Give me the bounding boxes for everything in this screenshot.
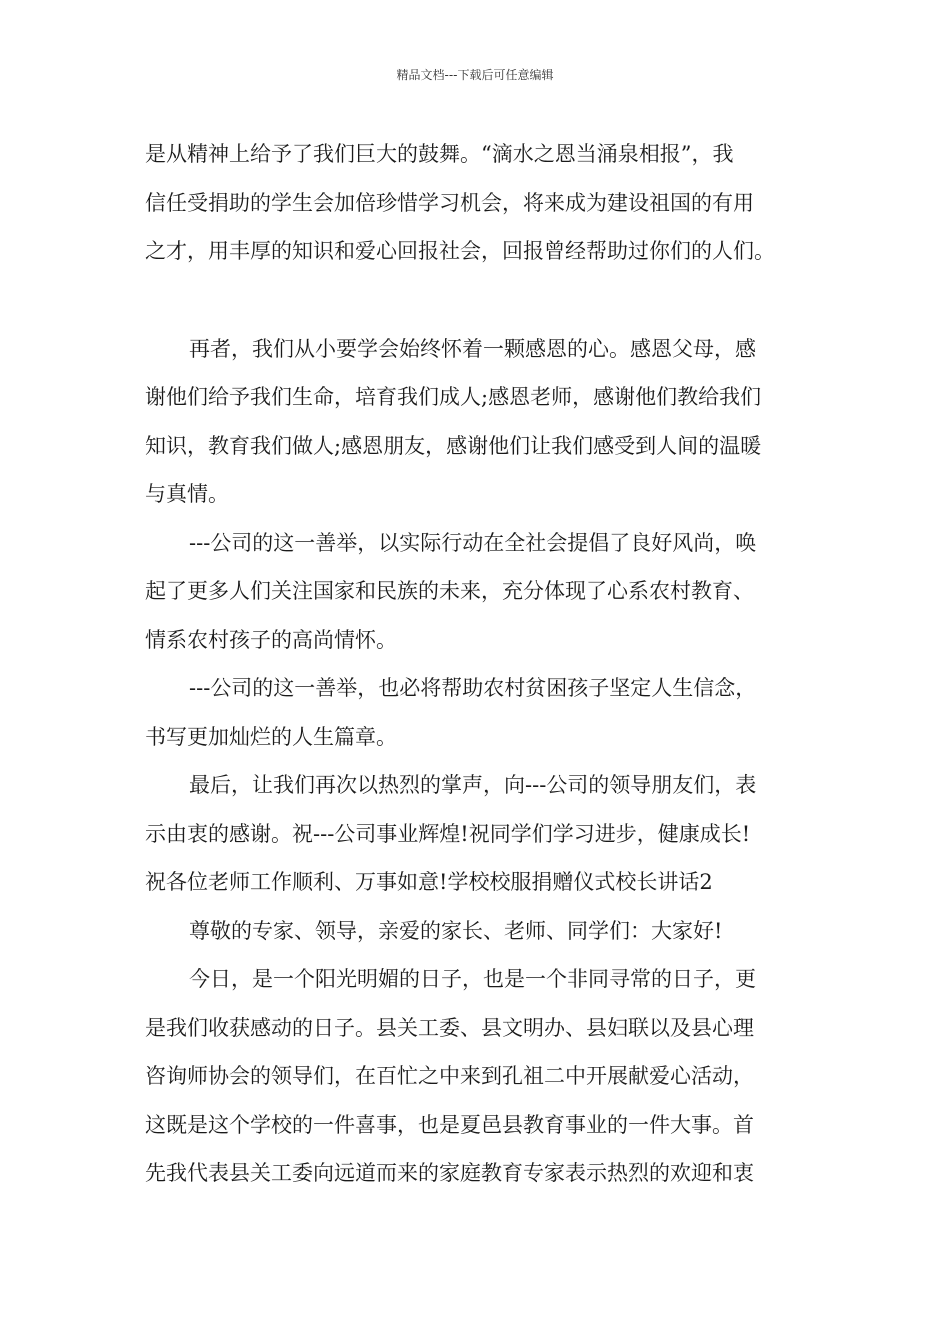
text-line: 知识，教育我们做人;感恩朋友，感谢他们让我们感受到人间的温暖	[145, 433, 762, 458]
text-line: 书写更加灿烂的人生篇章。	[145, 724, 397, 749]
document-body	[145, 130, 810, 1198]
text-line: 与真情。	[145, 482, 229, 506]
text-line: 起了更多人们关注国家和民族的未来，充分体现了心系农村教育、	[145, 579, 754, 603]
text-line: 信任受捐助的学生会加倍珍惜学习机会，将来成为建设祖国的有用	[145, 190, 754, 215]
text-line: 之才，用丰厚的知识和爱心回报社会，回报曾经帮助过你们的人们。	[145, 239, 775, 263]
paragraph-gap	[145, 276, 810, 325]
text-line: 情系农村孩子的高尚情怀。	[145, 627, 397, 652]
text-line: 这既是这个学校的一件喜事，也是夏邑县教育事业的一件大事。首	[145, 1112, 754, 1137]
text-line: 祝各位老师工作顺利、万事如意!学校校服捐赠仪式校长讲话2	[145, 870, 713, 894]
text-line: 示由衷的感谢。祝---公司事业辉煌!祝同学们学习进步，健康成长!	[145, 821, 751, 846]
page-header: 精品文档---下载后可任意编辑	[396, 68, 554, 82]
text-line: 今日，是一个阳光明媚的日子，也是一个非同寻常的日子，更	[189, 967, 756, 991]
text-line: 是我们收获感动的日子。县关工委、县文明办、县妇联以及县心理	[145, 1015, 754, 1040]
text-line: 最后，让我们再次以热烈的掌声，向---公司的领导朋友们，表	[189, 773, 757, 797]
text-line: 谢他们给予我们生命，培育我们成人;感恩老师，感谢他们教给我们	[145, 385, 762, 409]
text-line: 先我代表县关工委向远道而来的家庭教育专家表示热烈的欢迎和衷	[145, 1161, 754, 1185]
text-line: 是从精神上给予了我们巨大的鼓舞。“滴水之恩当涌泉相报”，我	[145, 142, 734, 166]
text-line: ---公司的这一善举，以实际行动在全社会提倡了良好风尚，唤	[189, 530, 757, 555]
text-line: 再者，我们从小要学会始终怀着一颗感恩的心。感恩父母，感	[189, 336, 756, 361]
text-line: ---公司的这一善举，也必将帮助农村贫困孩子坚定人生信念，	[189, 676, 757, 700]
text-line: 尊敬的专家、领导，亲爱的家长、老师、同学们：大家好!	[189, 918, 723, 943]
text-line: 咨询师协会的领导们，在百忙之中来到孔祖二中开展献爱心活动，	[145, 1064, 754, 1088]
